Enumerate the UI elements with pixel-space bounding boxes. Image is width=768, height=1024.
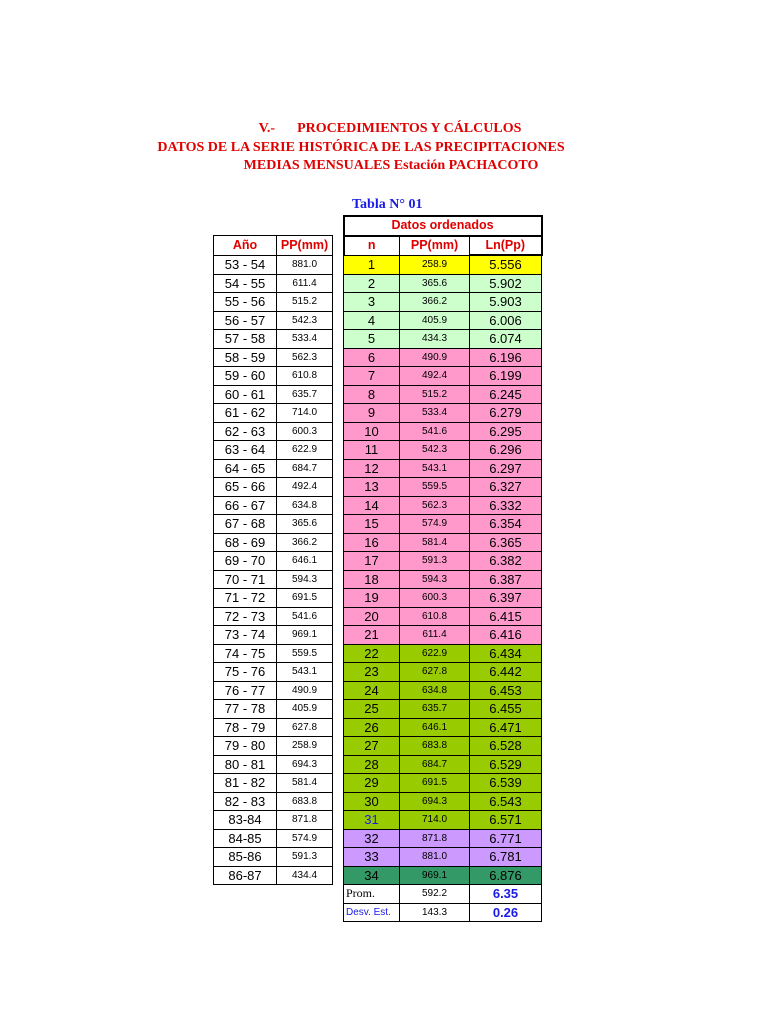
ln-cell: 6.245 — [470, 385, 542, 404]
stat-pp: 143.3 — [400, 903, 470, 922]
spacer-cell — [333, 570, 344, 589]
pp-cell: 366.2 — [277, 533, 333, 552]
table-row — [214, 718, 542, 737]
stats-row — [214, 903, 542, 922]
pp-sorted-cell: 622.9 — [400, 644, 470, 663]
pp-sorted-cell: 594.3 — [400, 570, 470, 589]
pp-cell: 533.4 — [277, 330, 333, 349]
spacer-cell — [333, 293, 344, 312]
ln-cell: 6.455 — [470, 700, 542, 719]
year-cell: 81 - 82 — [214, 774, 277, 793]
n-cell: 22 — [344, 644, 400, 663]
pp-cell: 490.9 — [277, 681, 333, 700]
n-cell: 29 — [344, 774, 400, 793]
n-cell: 27 — [344, 737, 400, 756]
ln-cell: 6.771 — [470, 829, 542, 848]
n-cell: 28 — [344, 755, 400, 774]
year-cell: 77 - 78 — [214, 700, 277, 719]
ln-cell: 6.543 — [470, 792, 542, 811]
n-cell: 24 — [344, 681, 400, 700]
table-row — [214, 459, 542, 478]
spacer-cell — [333, 385, 344, 404]
year-cell: 83-84 — [214, 811, 277, 830]
spacer-cell — [333, 644, 344, 663]
group-header-row — [214, 216, 542, 236]
pp-cell: 714.0 — [277, 404, 333, 423]
table-row — [214, 496, 542, 515]
spacer-cell — [333, 626, 344, 645]
section-heading — [0, 121, 768, 137]
ln-cell: 6.296 — [470, 441, 542, 460]
n-cell: 6 — [344, 348, 400, 367]
pp-sorted-cell: 434.3 — [400, 330, 470, 349]
table-row — [214, 644, 542, 663]
table-row — [214, 404, 542, 423]
year-cell: 57 - 58 — [214, 330, 277, 349]
pp-cell: 871.8 — [277, 811, 333, 830]
n-cell: 34 — [344, 866, 400, 885]
pp-cell: 515.2 — [277, 293, 333, 312]
pp-sorted-cell: 533.4 — [400, 404, 470, 423]
spacer-cell — [333, 496, 344, 515]
table-row — [214, 348, 542, 367]
table-row — [214, 311, 542, 330]
table-row — [214, 589, 542, 608]
heading-line-2: DATOS DE LA SERIE HISTÓRICA DE LAS PRECIPITACIONES — [157, 140, 565, 155]
ln-cell: 6.571 — [470, 811, 542, 830]
pp-cell: 591.3 — [277, 848, 333, 867]
ln-cell: 5.556 — [470, 255, 542, 274]
col-header-year: Año — [214, 236, 277, 256]
pp-sorted-cell: 562.3 — [400, 496, 470, 515]
spacer-cell — [333, 792, 344, 811]
year-cell: 64 - 65 — [214, 459, 277, 478]
pp-cell: 646.1 — [277, 552, 333, 571]
table-row — [214, 255, 542, 274]
n-cell: 7 — [344, 367, 400, 386]
n-cell: 17 — [344, 552, 400, 571]
col-header-n: n — [344, 236, 400, 256]
n-cell: 19 — [344, 589, 400, 608]
n-cell: 33 — [344, 848, 400, 867]
spacer-cell — [333, 459, 344, 478]
pp-sorted-cell: 684.7 — [400, 755, 470, 774]
pp-sorted-cell: 574.9 — [400, 515, 470, 534]
stats-row — [214, 885, 542, 904]
ln-cell: 6.781 — [470, 848, 542, 867]
ln-cell: 6.199 — [470, 367, 542, 386]
year-cell: 78 - 79 — [214, 718, 277, 737]
ln-cell: 6.387 — [470, 570, 542, 589]
ln-cell: 6.382 — [470, 552, 542, 571]
year-cell: 73 - 74 — [214, 626, 277, 645]
table-row — [214, 533, 542, 552]
year-cell: 53 - 54 — [214, 255, 277, 274]
n-cell: 10 — [344, 422, 400, 441]
pp-sorted-cell: 365.6 — [400, 274, 470, 293]
ln-cell: 6.006 — [470, 311, 542, 330]
spacer-cell — [333, 848, 344, 867]
spacer-cell — [333, 422, 344, 441]
year-cell: 72 - 73 — [214, 607, 277, 626]
spacer-cell — [333, 829, 344, 848]
spacer-cell — [333, 589, 344, 608]
ln-cell: 6.295 — [470, 422, 542, 441]
ln-cell: 6.416 — [470, 626, 542, 645]
spacer-cell — [333, 367, 344, 386]
table-row — [214, 626, 542, 645]
spacer-cell — [333, 663, 344, 682]
spacer-cell — [333, 718, 344, 737]
spacer-cell — [333, 348, 344, 367]
ln-cell: 6.539 — [470, 774, 542, 793]
pp-cell: 610.8 — [277, 367, 333, 386]
pp-cell: 622.9 — [277, 441, 333, 460]
n-cell: 30 — [344, 792, 400, 811]
pp-sorted-cell: 611.4 — [400, 626, 470, 645]
empty-cell — [214, 885, 277, 904]
heading-line-1: PROCEDIMIENTOS Y CÁLCULOS — [297, 121, 522, 136]
ln-cell: 6.196 — [470, 348, 542, 367]
year-cell: 59 - 60 — [214, 367, 277, 386]
pp-sorted-cell: 543.1 — [400, 459, 470, 478]
pp-cell: 365.6 — [277, 515, 333, 534]
spacer-cell — [333, 700, 344, 719]
n-cell: 11 — [344, 441, 400, 460]
ln-cell: 6.453 — [470, 681, 542, 700]
pp-sorted-cell: 635.7 — [400, 700, 470, 719]
pp-cell: 434.4 — [277, 866, 333, 885]
ln-cell: 6.397 — [470, 589, 542, 608]
pp-cell: 635.7 — [277, 385, 333, 404]
table-row — [214, 330, 542, 349]
n-cell: 16 — [344, 533, 400, 552]
empty-cell — [277, 885, 333, 904]
pp-cell: 611.4 — [277, 274, 333, 293]
n-cell: 3 — [344, 293, 400, 312]
pp-cell: 683.8 — [277, 792, 333, 811]
year-cell: 76 - 77 — [214, 681, 277, 700]
table-row — [214, 866, 542, 885]
pp-cell: 574.9 — [277, 829, 333, 848]
ln-cell: 6.434 — [470, 644, 542, 663]
pp-cell: 492.4 — [277, 478, 333, 497]
pp-cell: 559.5 — [277, 644, 333, 663]
year-cell: 61 - 62 — [214, 404, 277, 423]
spacer-cell — [333, 515, 344, 534]
year-cell: 74 - 75 — [214, 644, 277, 663]
table-row — [214, 774, 542, 793]
pp-sorted-cell: 258.9 — [400, 255, 470, 274]
n-cell: 12 — [344, 459, 400, 478]
n-cell: 31 — [344, 811, 400, 830]
datos-ordenados-header: Datos ordenados — [344, 216, 542, 236]
pp-sorted-cell: 683.8 — [400, 737, 470, 756]
ln-cell: 6.442 — [470, 663, 542, 682]
spacer-cell — [333, 552, 344, 571]
pp-sorted-cell: 600.3 — [400, 589, 470, 608]
table-row — [214, 681, 542, 700]
table-row — [214, 700, 542, 719]
empty-cell — [333, 885, 344, 904]
year-cell: 55 - 56 — [214, 293, 277, 312]
ln-cell: 6.529 — [470, 755, 542, 774]
pp-sorted-cell: 714.0 — [400, 811, 470, 830]
table-title: Tabla N° 01 — [352, 197, 423, 212]
year-cell: 62 - 63 — [214, 422, 277, 441]
table-row — [214, 663, 542, 682]
spacer-cell — [333, 441, 344, 460]
pp-cell: 594.3 — [277, 570, 333, 589]
pp-cell: 969.1 — [277, 626, 333, 645]
spacer-cell — [333, 755, 344, 774]
n-cell: 26 — [344, 718, 400, 737]
table-row — [214, 792, 542, 811]
spacer-cell — [333, 533, 344, 552]
empty-cell — [333, 903, 344, 922]
pp-sorted-cell: 405.9 — [400, 311, 470, 330]
year-cell: 68 - 69 — [214, 533, 277, 552]
table-row — [214, 737, 542, 756]
year-cell: 67 - 68 — [214, 515, 277, 534]
n-cell: 2 — [344, 274, 400, 293]
col-header-pp: PP(mm) — [277, 236, 333, 256]
table-row — [214, 293, 542, 312]
stat-label: Desv. Est. — [344, 903, 400, 922]
table-row — [214, 478, 542, 497]
table-row — [214, 755, 542, 774]
section-number: V.- — [258, 121, 276, 136]
spacer-cell — [333, 607, 344, 626]
ln-cell: 5.903 — [470, 293, 542, 312]
pp-cell: 694.3 — [277, 755, 333, 774]
pp-sorted-cell: 694.3 — [400, 792, 470, 811]
col-header-ln: Ln(Pp) — [470, 236, 542, 256]
year-cell: 54 - 55 — [214, 274, 277, 293]
ln-cell: 6.354 — [470, 515, 542, 534]
year-cell: 86-87 — [214, 866, 277, 885]
pp-sorted-cell: 634.8 — [400, 681, 470, 700]
n-cell: 23 — [344, 663, 400, 682]
pp-sorted-cell: 492.4 — [400, 367, 470, 386]
year-cell: 58 - 59 — [214, 348, 277, 367]
column-header-row — [214, 236, 542, 256]
pp-sorted-cell: 542.3 — [400, 441, 470, 460]
pp-sorted-cell: 627.8 — [400, 663, 470, 682]
pp-cell: 881.0 — [277, 255, 333, 274]
table-row — [214, 570, 542, 589]
n-cell: 9 — [344, 404, 400, 423]
n-cell: 4 — [344, 311, 400, 330]
year-cell: 82 - 83 — [214, 792, 277, 811]
heading-line-3: MEDIAS MENSUALES Estación PACHACOTO — [243, 158, 539, 173]
pp-cell: 541.6 — [277, 607, 333, 626]
year-cell: 65 - 66 — [214, 478, 277, 497]
n-cell: 8 — [344, 385, 400, 404]
table-row — [214, 274, 542, 293]
ln-cell: 6.074 — [470, 330, 542, 349]
stat-ln: 0.26 — [470, 903, 542, 922]
year-cell: 71 - 72 — [214, 589, 277, 608]
stat-ln: 6.35 — [470, 885, 542, 904]
ln-cell: 6.365 — [470, 533, 542, 552]
spacer-cell — [333, 681, 344, 700]
ln-cell: 6.876 — [470, 866, 542, 885]
precipitation-table — [213, 215, 543, 922]
spacer-cell — [333, 255, 344, 274]
pp-cell: 634.8 — [277, 496, 333, 515]
pp-sorted-cell: 490.9 — [400, 348, 470, 367]
pp-sorted-cell: 541.6 — [400, 422, 470, 441]
pp-cell: 258.9 — [277, 737, 333, 756]
n-cell: 25 — [344, 700, 400, 719]
n-cell: 1 — [344, 255, 400, 274]
pp-sorted-cell: 591.3 — [400, 552, 470, 571]
n-cell: 32 — [344, 829, 400, 848]
table-row — [214, 811, 542, 830]
n-cell: 21 — [344, 626, 400, 645]
spacer-cell — [333, 811, 344, 830]
pp-sorted-cell: 559.5 — [400, 478, 470, 497]
pp-sorted-cell: 691.5 — [400, 774, 470, 793]
col-header-pp-sorted: PP(mm) — [400, 236, 470, 256]
table-row — [214, 607, 542, 626]
stat-pp: 592.2 — [400, 885, 470, 904]
ln-cell: 6.415 — [470, 607, 542, 626]
table-row — [214, 552, 542, 571]
year-cell: 60 - 61 — [214, 385, 277, 404]
n-cell: 14 — [344, 496, 400, 515]
pp-cell: 581.4 — [277, 774, 333, 793]
pp-cell: 562.3 — [277, 348, 333, 367]
empty-cell — [214, 903, 277, 922]
table-row — [214, 515, 542, 534]
pp-sorted-cell: 581.4 — [400, 533, 470, 552]
table-row — [214, 829, 542, 848]
ln-cell: 6.297 — [470, 459, 542, 478]
stat-label: Prom. — [344, 885, 400, 904]
spacer-cell — [333, 311, 344, 330]
pp-sorted-cell: 969.1 — [400, 866, 470, 885]
pp-sorted-cell: 871.8 — [400, 829, 470, 848]
year-cell: 75 - 76 — [214, 663, 277, 682]
ln-cell: 6.528 — [470, 737, 542, 756]
n-cell: 20 — [344, 607, 400, 626]
table-row — [214, 441, 542, 460]
pp-cell: 627.8 — [277, 718, 333, 737]
year-cell: 69 - 70 — [214, 552, 277, 571]
table-row — [214, 848, 542, 867]
spacer-cell — [333, 330, 344, 349]
pp-cell: 542.3 — [277, 311, 333, 330]
year-cell: 85-86 — [214, 848, 277, 867]
ln-cell: 6.332 — [470, 496, 542, 515]
pp-sorted-cell: 610.8 — [400, 607, 470, 626]
spacer-cell — [333, 274, 344, 293]
pp-sorted-cell: 881.0 — [400, 848, 470, 867]
year-cell: 84-85 — [214, 829, 277, 848]
spacer-cell — [333, 737, 344, 756]
year-cell: 80 - 81 — [214, 755, 277, 774]
year-cell: 70 - 71 — [214, 570, 277, 589]
pp-cell: 543.1 — [277, 663, 333, 682]
year-cell: 56 - 57 — [214, 311, 277, 330]
table-row — [214, 385, 542, 404]
n-cell: 18 — [344, 570, 400, 589]
ln-cell: 6.471 — [470, 718, 542, 737]
pp-sorted-cell: 646.1 — [400, 718, 470, 737]
table-row — [214, 422, 542, 441]
spacer-cell — [333, 774, 344, 793]
n-cell: 15 — [344, 515, 400, 534]
table-row — [214, 367, 542, 386]
spacer-cell — [333, 866, 344, 885]
empty-cell — [277, 903, 333, 922]
spacer-cell — [333, 478, 344, 497]
year-cell: 79 - 80 — [214, 737, 277, 756]
pp-cell: 684.7 — [277, 459, 333, 478]
ln-cell: 6.279 — [470, 404, 542, 423]
pp-cell: 691.5 — [277, 589, 333, 608]
ln-cell: 5.902 — [470, 274, 542, 293]
year-cell: 63 - 64 — [214, 441, 277, 460]
n-cell: 13 — [344, 478, 400, 497]
pp-sorted-cell: 366.2 — [400, 293, 470, 312]
pp-cell: 405.9 — [277, 700, 333, 719]
spacer-cell — [333, 404, 344, 423]
pp-cell: 600.3 — [277, 422, 333, 441]
pp-sorted-cell: 515.2 — [400, 385, 470, 404]
ln-cell: 6.327 — [470, 478, 542, 497]
year-cell: 66 - 67 — [214, 496, 277, 515]
n-cell: 5 — [344, 330, 400, 349]
